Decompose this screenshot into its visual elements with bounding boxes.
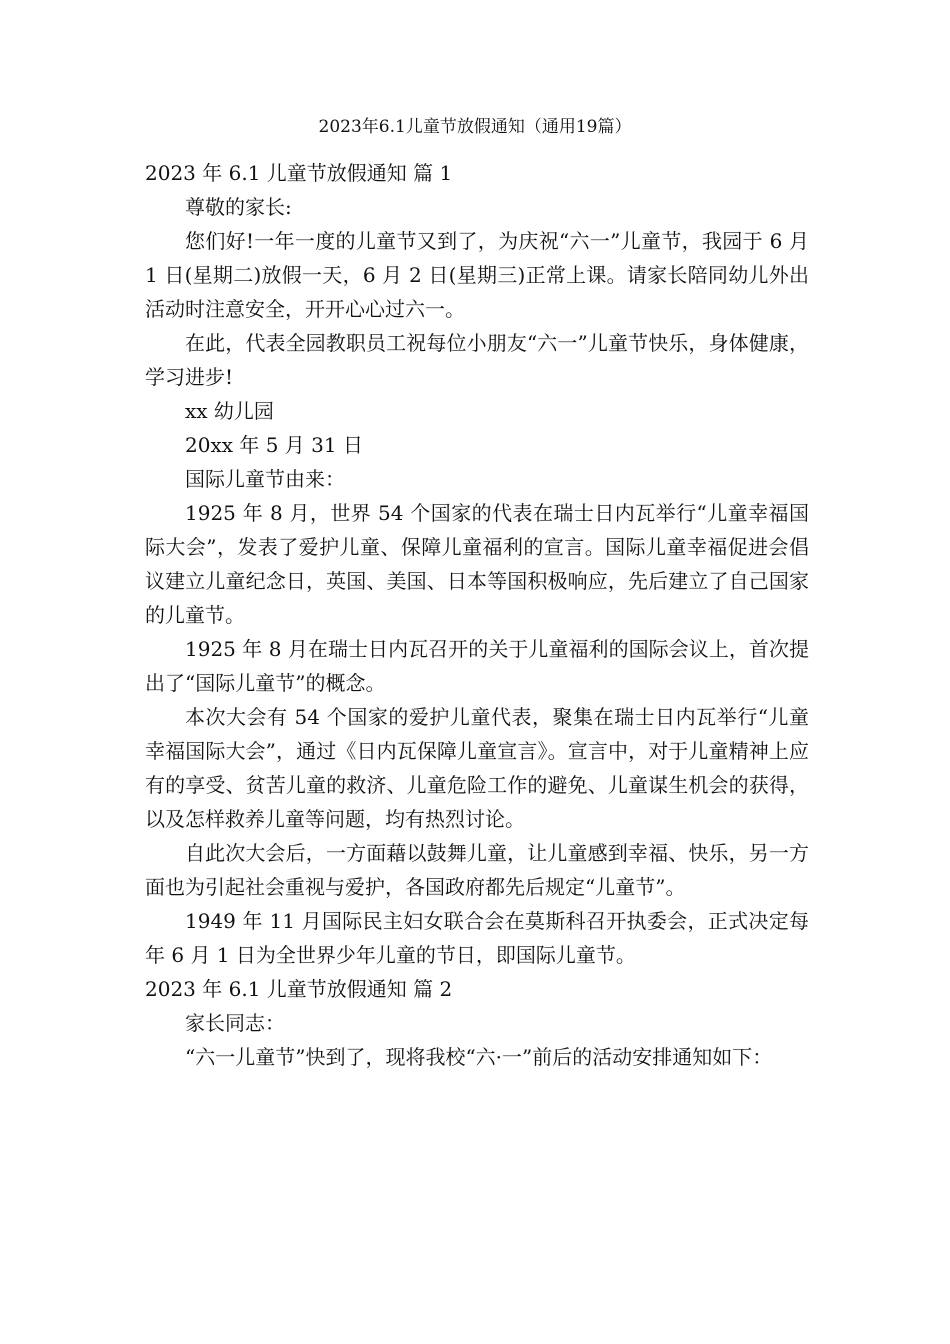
section-heading-2: 2023 年 6.1 儿童节放假通知 篇 2 [145,977,453,1001]
signature-org: xx 幼儿园 [185,399,274,423]
section-heading-1: 2023 年 6.1 儿童节放假通知 篇 1 [145,161,453,185]
document-body [145,156,809,1074]
salutation: 家长同志： [185,1011,285,1035]
paragraph: 1949 年 11 月国际民主妇女联合会在莫斯科召开执委会，正式决定每年 6 月 1 日为全世界少年儿童的节日，即国际儿童节。 [145,909,809,967]
paragraph: 自此次大会后，一方面藉以鼓舞儿童，让儿童感到幸福、快乐，另一方面也为引起社会重视与爱护，各国政府都先后规定“儿童节”。 [145,841,809,899]
paragraph: 1925 年 8 月在瑞士日内瓦召开的关于儿童福利的国际会议上，首次提出了“国际儿童节”的概念。 [145,637,809,695]
paragraph: 在此，代表全园教职员工祝每位小朋友“六一”儿童节快乐，身体健康，学习进步! [145,331,809,389]
subheading: 国际儿童节由来： [185,467,345,491]
paragraph: 1925 年 8 月，世界 54 个国家的代表在瑞士日内瓦举行“儿童幸福国际大会”，发表了爱护儿童、保障儿童福利的宣言。国际儿童幸福促进会倡议建立儿童纪念日，英国、美国、日本等国积极响应，先后建立了自己国家的儿童节。 [145,501,809,627]
document-title: 2023年6.1儿童节放假通知（通用19篇） [318,117,632,137]
paragraph: “六一儿童节”快到了，现将我校“六·一”前后的活动安排通知如下： [185,1045,773,1069]
salutation: 尊敬的家长: [185,195,292,219]
paragraph: 您们好!一年一度的儿童节又到了，为庆祝“六一”儿童节，我园于 6 月 1 日(星期二)放假一天，6 月 2 日(星期三)正常上课。请家长陪同幼儿外出活动时注意安全，开开心心过六一。 [145,229,809,321]
paragraph: 本次大会有 54 个国家的爱护儿童代表，聚集在瑞士日内瓦举行“儿童幸福国际大会”，通过《日内瓦保障儿童宣言》。宣言中，对于儿童精神上应有的享受、贫苦儿童的救济、儿童危险工作的避免、儿童谋生机会的获得，以及怎样救养儿童等问题，均有热烈讨论。 [145,705,809,831]
signature-date: 20xx 年 5 月 31 日 [185,433,363,457]
